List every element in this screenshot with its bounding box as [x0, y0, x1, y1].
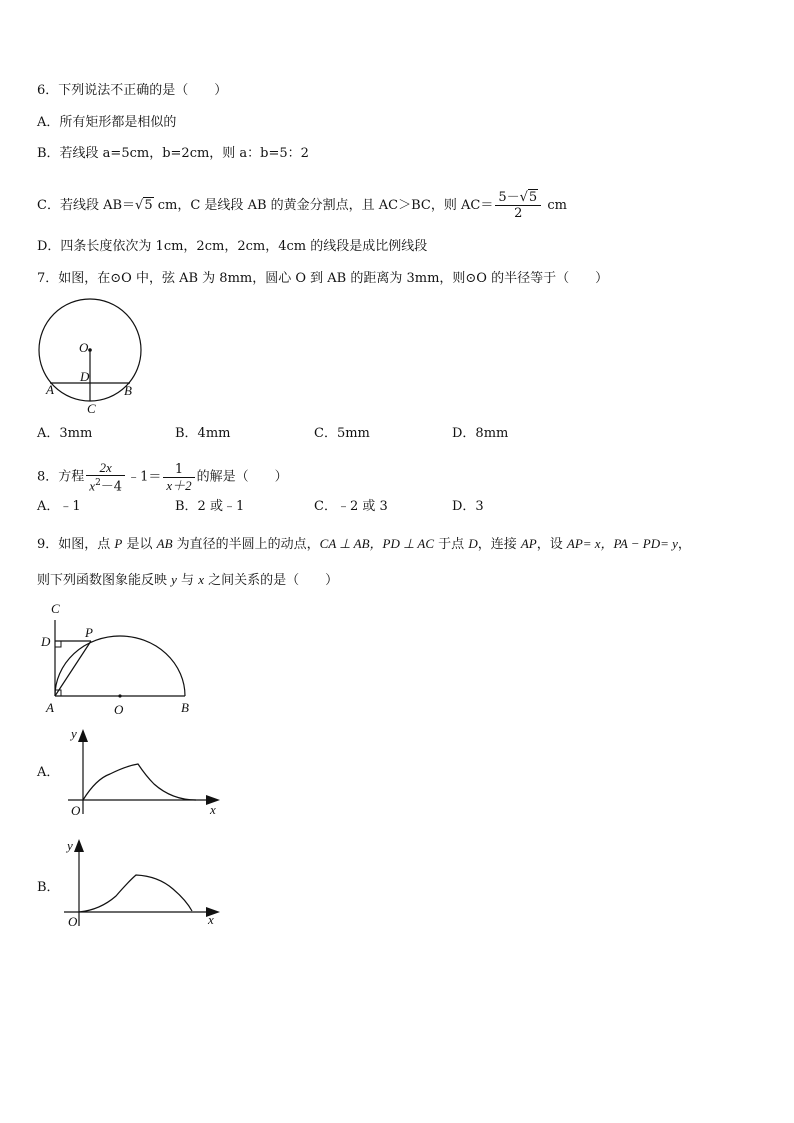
q9-text-10: 之间关系的是（ ） — [203, 573, 339, 588]
q8-lhs-den-x: x — [89, 478, 96, 494]
q8-rhs-denominator: x＋2 — [166, 477, 192, 493]
q9-var-x: x — [198, 572, 204, 587]
label-b: B — [124, 383, 132, 398]
label-x: x — [210, 802, 216, 817]
q9-definitions: AP= x，PA − PD= y — [566, 536, 678, 551]
q8-lhs-fraction — [86, 460, 125, 494]
q6-c-num-pre: 5－ — [498, 190, 520, 205]
q8-option-a: A．﹣1 — [37, 499, 81, 514]
q9-option-a-graph — [58, 724, 228, 820]
label-x: x — [208, 912, 214, 927]
q6-option-c — [37, 190, 567, 221]
q6-c-root: 5 — [144, 198, 153, 213]
label-a: A — [46, 382, 54, 397]
q9-text-6: ，设 — [536, 537, 567, 552]
q9-text-4: 于点 — [434, 537, 469, 552]
q6-c-numerator — [495, 190, 541, 206]
center-point — [118, 694, 121, 697]
q6-option-d: D．四条长度依次为 1cm，2cm，2cm，4cm 的线段是成比例线段 — [37, 239, 428, 254]
q6-option-a: A．所有矩形都是相似的 — [37, 115, 177, 130]
center-point — [88, 348, 92, 352]
q8-prefix: 8．方程 — [37, 469, 85, 485]
q9-stem-line2 — [37, 571, 338, 590]
label-a: A — [46, 700, 54, 715]
right-angle-mark-d — [55, 641, 61, 647]
sqrt-symbol: √5 — [519, 190, 538, 205]
q6-c-fraction — [495, 190, 541, 221]
q6-c-unit: cm — [547, 198, 567, 213]
label-p: P — [85, 625, 93, 640]
q8-option-d: D．3 — [452, 499, 484, 514]
q8-lhs-denominator — [86, 476, 125, 494]
label-d: D — [80, 369, 90, 384]
label-c: C — [51, 601, 60, 616]
q9-point-d: D — [468, 536, 478, 551]
q6-c-prefix: C．若线段 AB＝ — [37, 198, 136, 213]
q9-text-2: 是以 — [122, 537, 157, 552]
q7-stem: 7．如图，在⊙O 中，弦 AB 为 8mm，圆心 O 到 AB 的距离为 3mm，则⊙O 的半径等于（ ） — [37, 271, 609, 286]
label-y: y — [67, 838, 73, 853]
q9-text-5: ，连接 — [477, 537, 521, 552]
q8-stem — [37, 460, 288, 494]
q9-point-p: P — [114, 536, 123, 551]
label-o: O — [71, 803, 81, 818]
label-d: D — [41, 634, 51, 649]
q6-c-num-root: 5 — [528, 190, 538, 205]
label-o: O — [114, 702, 124, 717]
q7-circle-figure — [37, 295, 147, 417]
q9-semicircle-figure — [37, 598, 207, 720]
q9-segment-ap: AP — [520, 536, 537, 551]
q8-rhs-numerator: 1 — [163, 462, 194, 478]
curve — [83, 764, 196, 800]
q9-text-7: ， — [677, 537, 691, 552]
label-o: O — [68, 914, 78, 929]
q7-option-c: C．5mm — [314, 426, 370, 441]
q8-lhs-numerator: 2x — [86, 460, 125, 476]
q8-suffix: 的解是（ ） — [196, 469, 288, 485]
q9-text-8: 则下列函数图象能反映 — [37, 573, 172, 588]
q6-c-denominator: 2 — [514, 206, 523, 221]
curve — [79, 875, 192, 912]
q7-option-a: A．3mm — [37, 426, 93, 441]
q7-option-d: D．8mm — [452, 426, 509, 441]
q6-c-middle: cm，C 是线段 AB 的黄金分割点，且 AC＞BC，则 AC＝ — [157, 198, 494, 213]
q9-var-y: y — [171, 572, 177, 587]
q7-option-b: B．4mm — [175, 426, 231, 441]
q9-conditions: CA ⊥ AB，PD ⊥ AC — [319, 536, 435, 551]
q9-option-b-label: B． — [37, 880, 60, 895]
label-y: y — [71, 726, 77, 741]
label-b: B — [181, 700, 189, 715]
q9-option-a-label: A． — [37, 765, 60, 780]
label-c: C — [87, 401, 96, 416]
q8-lhs-den-rest: －4 — [100, 479, 123, 495]
q8-minus-one: ﹣1＝ — [127, 469, 162, 485]
segment-ap — [55, 641, 91, 696]
q6-stem: 6．下列说法不正确的是（ ） — [37, 83, 228, 98]
sqrt-symbol: √5 — [135, 198, 153, 213]
label-o: O — [79, 340, 89, 355]
q9-stem — [37, 535, 691, 554]
q8-rhs-fraction — [163, 462, 194, 493]
q9-text-3: 为直径的半圆上的动点， — [172, 537, 320, 552]
q6-option-b: B．若线段 a=5cm，b=2cm，则 a：b=5：2 — [37, 146, 309, 161]
y-axis-arrow — [78, 729, 88, 742]
q9-text-9: 与 — [176, 573, 199, 588]
q9-option-b-graph — [58, 834, 228, 930]
q9-text-1: 9．如图，点 — [37, 537, 115, 552]
q8-option-c: C．﹣2 或 3 — [314, 499, 388, 514]
q9-segment-ab: AB — [156, 536, 173, 551]
q8-lhs-den-exp: 2 — [95, 478, 101, 488]
y-axis-arrow — [74, 839, 84, 852]
q8-option-b: B．2 或﹣1 — [175, 499, 245, 514]
